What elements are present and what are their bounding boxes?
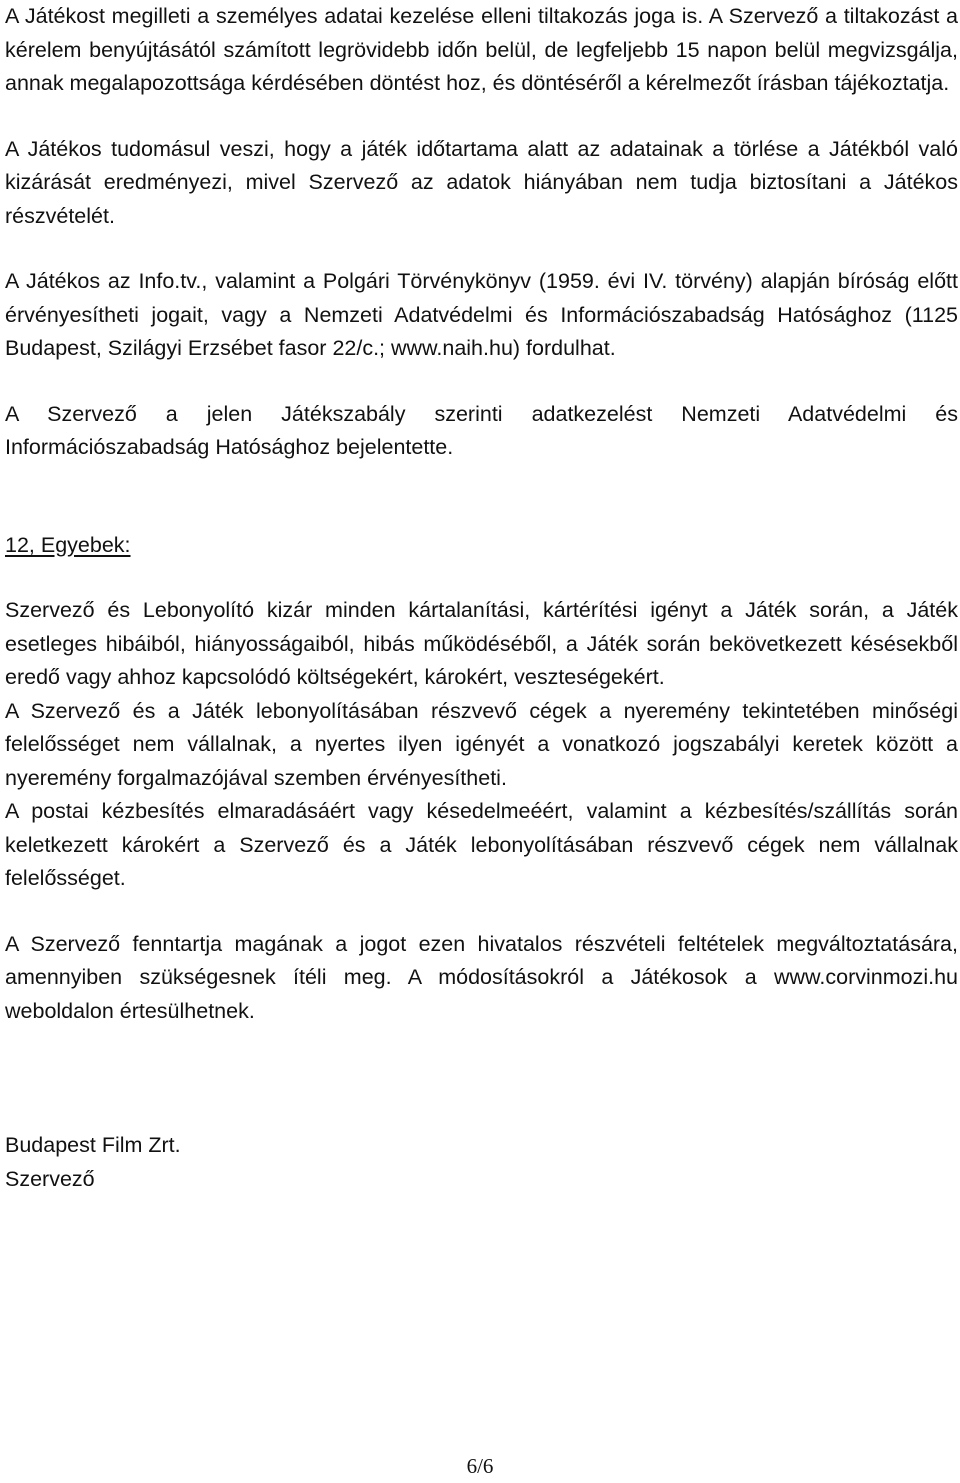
document-page	[5, 0, 958, 1196]
signature-company: Budapest Film Zrt.	[5, 1133, 181, 1157]
section-heading: 12, Egyebek:	[5, 532, 131, 557]
paragraph-legal-remedy: A Játékos az Info.tv., valamint a Polgári Törvénykönyv (1959. évi IV. törvény) alapján bíróság előtt érvényesítheti jogait, vagy a Nemzeti Adatvédelmi és Információszabadság Hatósághoz (1125 Budapest, Szilágyi Erzsébet fasor 22/c.; www.naih.hu) fordulhat.	[5, 269, 958, 360]
signature-block	[5, 1129, 958, 1196]
paragraph-prize-quality: A Szervező és a Játék lebonyolításában részvevő cégek a nyeremény tekintetében minőségi felelősséget nem vállalnak, a nyertes ilyen igényét a vonatkozó jogszabályi keretek között a nyeremény forgalmazójával szemben érvényesítheti.	[5, 698, 958, 790]
paragraph-postal-delivery: A postai kézbesítés elmaradásáért vagy késedelmeéért, valamint a kézbesítés/szállítás során keletkezett károkért a Szervező és a Játék lebonyolításában részvevő cégek nem vállalnak felelősséget.	[5, 799, 958, 890]
paragraph-objection-right: A Játékost megilleti a személyes adatai kezelése elleni tiltakozás joga is. A Szervező a tiltakozást a kérelem benyújtásától számított legrövidebb időn belül, de legfeljebb 15 napon belül megvizsgálja, annak megalapozottsága kérdésében döntést hoz, és döntéséről a kérelmezőt írásban tájékoztatja.	[5, 4, 958, 95]
paragraph-terms-modification: A Szervező fenntartja magának a jogot ezen hivatalos részvételi feltételek megváltoztatására, amennyiben szükségesnek ítéli meg. A módosításokról a Játékosok a www.corvinmozi.hu weboldalon értesülhetnek.	[5, 931, 958, 1023]
signature-role: Szervező	[5, 1166, 95, 1191]
paragraph-data-deletion: A Játékos tudomásul veszi, hogy a játék időtartama alatt az adatainak a törlése a Játékból való kizárását eredményezi, mivel Szervező az adatok hiányában nem tudja biztosítani a Játékos részvételét.	[5, 136, 958, 228]
page-number: 6/6	[466, 1454, 494, 1478]
paragraph-authority-notification: A Szervező a jelen Játékszabály szerinti adatkezelést Nemzeti Adatvédelmi és Információszabadság Hatósághoz bejelentette.	[5, 401, 958, 459]
paragraph-liability-exclusion: Szervező és Lebonyolító kizár minden kártalanítási, kártérítési igényt a Játék során, a Játék esetleges hibáiból, hiányosságaiból, hibás működéséből, a Játék során bekövetkezett késésekből eredő vagy ahhoz kapcsolódó költségekért, károkért, veszteségekért.	[5, 598, 958, 689]
